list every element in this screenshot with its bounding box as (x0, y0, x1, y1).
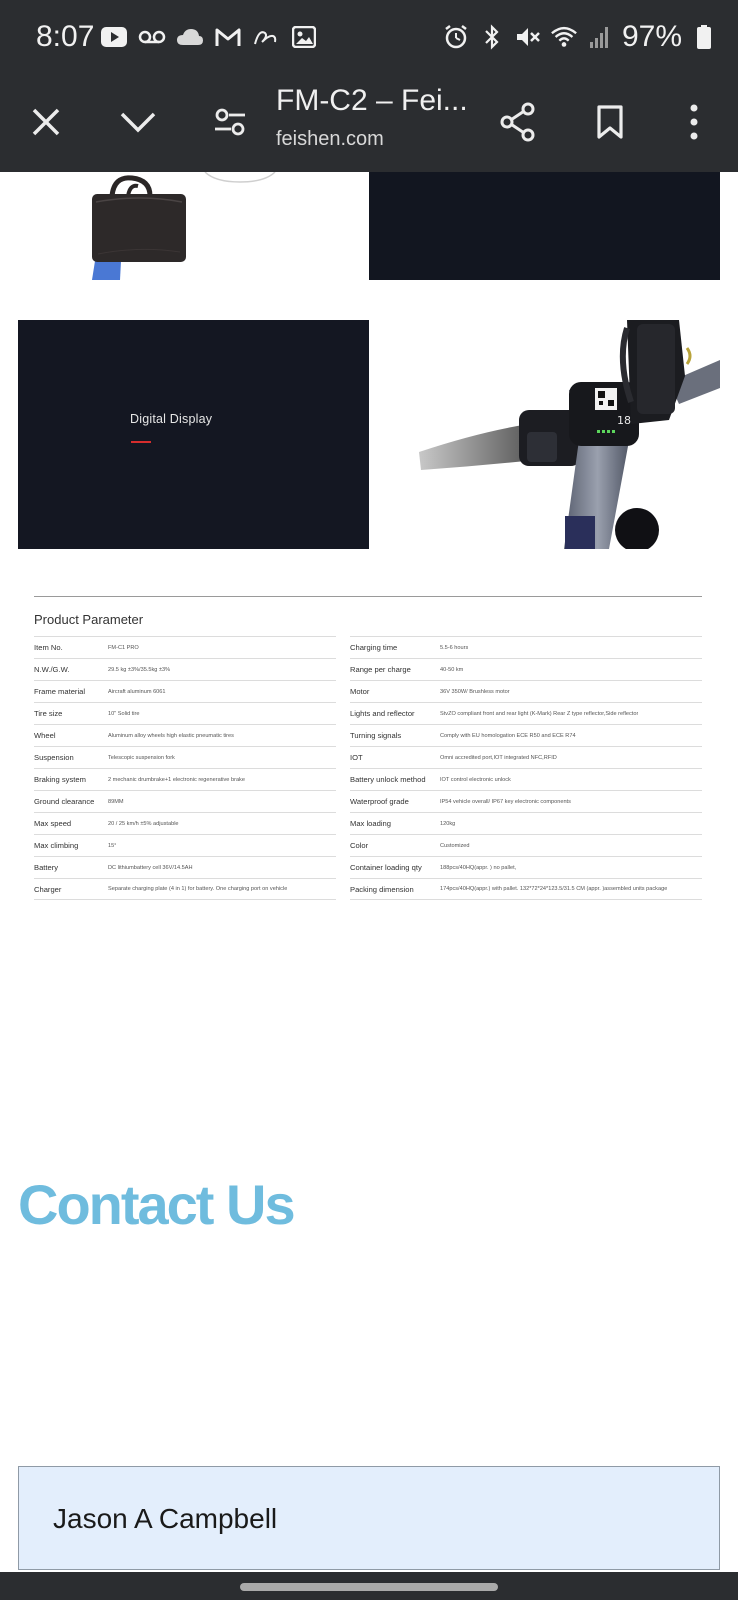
parameter-table-left (34, 636, 336, 900)
page-controls-button[interactable] (202, 94, 258, 150)
signal-icon (586, 24, 614, 50)
mute-icon (514, 24, 542, 50)
table-row (350, 636, 702, 658)
table-row (34, 790, 336, 812)
table-row (34, 636, 336, 658)
close-tab-button[interactable] (18, 94, 74, 150)
table-row (350, 856, 702, 878)
alarm-icon (442, 24, 470, 50)
browser-toolbar (0, 72, 738, 172)
param-key: Max loading (350, 819, 391, 828)
param-key: Max climbing (34, 841, 79, 850)
status-bar (0, 0, 738, 72)
param-value: 20 / 25 km/h ±5% adjustable (108, 820, 179, 827)
more-vert-icon (689, 104, 699, 140)
table-row (34, 702, 336, 724)
param-key: Packing dimension (350, 884, 414, 894)
table-row (34, 768, 336, 790)
cloud-icon (176, 24, 204, 50)
table-row (350, 812, 702, 834)
table-row (350, 746, 702, 768)
table-row (350, 658, 702, 680)
param-value: Separate charging plate (4 in 1) for battery. One charging port on vehicle (108, 886, 288, 892)
home-gesture-handle[interactable] (240, 1583, 498, 1591)
table-row (350, 768, 702, 790)
battery-icon (690, 24, 718, 50)
accent-underline (131, 441, 151, 443)
minimize-button[interactable] (110, 94, 166, 150)
param-key: Battery (34, 863, 59, 872)
status-time: 8:07 (36, 20, 95, 53)
bookmark-icon (596, 104, 624, 140)
param-value: DC lithiumbattery cell 36V/14.5AH (108, 864, 193, 871)
close-icon (29, 105, 63, 139)
table-row (350, 724, 702, 746)
chevron-down-icon (119, 110, 157, 134)
param-value: Aircraft aluminum 6061 (108, 688, 166, 695)
param-value: 2 mechanic drumbrake+1 electronic regenerative brake (108, 776, 245, 783)
table-row (350, 680, 702, 702)
system-icons (442, 20, 718, 54)
bookmark-button[interactable] (582, 94, 638, 150)
param-key: Lights and reflector (350, 709, 415, 718)
notification-icons (100, 24, 318, 50)
param-value: IP54 vehicle overall/ IP67 key electronic components (440, 798, 571, 805)
param-value: 5.5-6 hours (440, 644, 469, 651)
param-key: Battery unlock method (350, 775, 426, 784)
table-row (34, 812, 336, 834)
digital-display-label: Digital Display (130, 412, 213, 426)
digital-display-tile (18, 320, 369, 549)
parameter-title: Product Parameter (34, 612, 144, 627)
param-key: Range per charge (350, 665, 411, 674)
param-value: 15° (108, 842, 117, 849)
gmail-icon (214, 24, 242, 50)
voicemail-icon (138, 24, 166, 50)
param-value: Aluminum alloy wheels high elastic pneumatic tires (108, 732, 234, 739)
tune-icon (213, 107, 247, 137)
table-row (34, 746, 336, 768)
param-key: Ground clearance (34, 797, 95, 806)
contact-us-heading: Contact Us (18, 1173, 294, 1236)
param-value: 120kg (440, 820, 456, 827)
speed-readout: 18 (617, 414, 631, 427)
param-key: Waterproof grade (350, 797, 409, 806)
table-row (34, 724, 336, 746)
table-row (350, 790, 702, 812)
param-key: Braking system (34, 775, 86, 784)
param-key: IOT (350, 753, 363, 762)
param-value: FM-C1 PRO (108, 644, 139, 651)
dark-feature-tile (369, 172, 720, 280)
bag-image (0, 172, 369, 280)
param-key: Wheel (34, 731, 56, 740)
name-input[interactable] (18, 1466, 720, 1570)
param-value: 10" Solid tire (108, 710, 140, 717)
wifi-icon (550, 24, 578, 50)
table-row (34, 834, 336, 856)
navigation-bar (0, 1572, 738, 1600)
param-key: Tire size (34, 709, 63, 718)
param-key: Charger (34, 884, 62, 894)
param-value: Customized (440, 842, 470, 849)
param-value: IOT control electronic unlock (440, 776, 511, 783)
web-content (0, 172, 738, 1572)
parameter-table-right (350, 636, 702, 900)
param-key: N.W./G.W. (34, 665, 70, 674)
table-row (34, 856, 336, 878)
youtube-icon (100, 24, 128, 50)
table-row (350, 834, 702, 856)
param-value: 29.5 kg ±3%/35.5kg ±3% (108, 666, 171, 673)
param-key: Frame material (34, 687, 86, 696)
more-options-button[interactable] (666, 94, 722, 150)
param-value: 174pcs/40HQ(appr.) with pallet. 132*72*24*123.5/31.5 CM (appr. )assembled units package (440, 886, 668, 892)
param-value: 40-50 km (440, 666, 464, 673)
signature-icon (252, 24, 280, 50)
image-icon (290, 24, 318, 50)
share-icon (499, 102, 537, 142)
param-key: Charging time (350, 643, 398, 652)
table-row (34, 680, 336, 702)
param-key: Motor (350, 687, 370, 696)
param-key: Container loading qty (350, 863, 422, 872)
param-value: 188pcs/40HQ(appr. ) no pallet, (440, 864, 517, 871)
table-row (34, 878, 336, 900)
page-domain[interactable]: feishen.com (276, 128, 384, 150)
param-key: Color (350, 841, 369, 850)
scooter-display-image (369, 320, 720, 549)
battery-percent: 97% (621, 20, 682, 53)
param-value: Comply with EU homologation ECE R50 and ECE R74 (440, 732, 576, 739)
param-key: Max speed (34, 819, 72, 828)
table-row (34, 658, 336, 680)
page-title[interactable]: FM-C2 – Fei... (276, 84, 468, 117)
param-key: Suspension (34, 753, 74, 762)
param-value: Telescopic suspension fork (108, 754, 175, 761)
param-value: StvZO compliant front and rear light (K-Mark) Rear Z type reflector,Side reflector (440, 710, 639, 717)
param-value: Omni accredited port,IOT integrated NFC,RFID (440, 754, 557, 761)
table-row (350, 878, 702, 900)
bluetooth-icon (478, 24, 506, 50)
param-value: 36V 350W/ Brushless motor (440, 688, 510, 695)
param-key: Item No. (34, 643, 63, 652)
param-value: 89MM (108, 798, 124, 805)
section-divider (34, 596, 702, 597)
table-row (350, 702, 702, 724)
param-key: Turning signals (350, 731, 402, 740)
share-button[interactable] (490, 94, 546, 150)
name-input-value: Jason A Campbell (53, 1503, 278, 1534)
